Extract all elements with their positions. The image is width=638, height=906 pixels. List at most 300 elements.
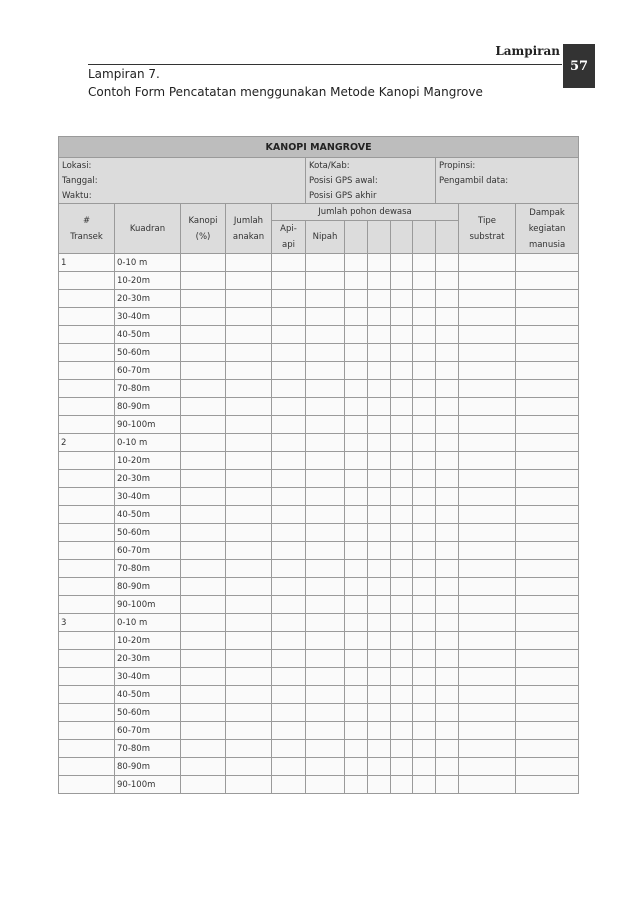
entry-cell[interactable]: [413, 290, 436, 308]
entry-cell[interactable]: [516, 290, 579, 308]
entry-cell[interactable]: [306, 506, 345, 524]
entry-cell[interactable]: [226, 326, 272, 344]
entry-cell[interactable]: [345, 488, 368, 506]
entry-cell[interactable]: [272, 326, 306, 344]
entry-cell[interactable]: [413, 272, 436, 290]
entry-cell[interactable]: [306, 524, 345, 542]
entry-cell[interactable]: [306, 344, 345, 362]
entry-cell[interactable]: [226, 578, 272, 596]
entry-cell[interactable]: [306, 272, 345, 290]
entry-cell[interactable]: [306, 632, 345, 650]
entry-cell[interactable]: [306, 398, 345, 416]
entry-cell[interactable]: [413, 380, 436, 398]
entry-cell[interactable]: [272, 488, 306, 506]
entry-cell[interactable]: [436, 470, 459, 488]
entry-cell[interactable]: [391, 596, 413, 614]
entry-cell[interactable]: [345, 542, 368, 560]
entry-cell[interactable]: [368, 758, 391, 776]
entry-cell[interactable]: [226, 452, 272, 470]
entry-cell[interactable]: [226, 290, 272, 308]
entry-cell[interactable]: [272, 668, 306, 686]
entry-cell[interactable]: [391, 704, 413, 722]
entry-cell[interactable]: [272, 398, 306, 416]
entry-cell[interactable]: [272, 704, 306, 722]
entry-cell[interactable]: [413, 722, 436, 740]
entry-cell[interactable]: [436, 416, 459, 434]
entry-cell[interactable]: [368, 488, 391, 506]
entry-cell[interactable]: [413, 362, 436, 380]
entry-cell[interactable]: [459, 632, 516, 650]
entry-cell[interactable]: [413, 632, 436, 650]
entry-cell[interactable]: [413, 740, 436, 758]
entry-cell[interactable]: [391, 668, 413, 686]
entry-cell[interactable]: [181, 722, 226, 740]
entry-cell[interactable]: [516, 362, 579, 380]
entry-cell[interactable]: [306, 326, 345, 344]
entry-cell[interactable]: [368, 344, 391, 362]
entry-cell[interactable]: [516, 272, 579, 290]
entry-cell[interactable]: [413, 434, 436, 452]
entry-cell[interactable]: [391, 380, 413, 398]
entry-cell[interactable]: [459, 398, 516, 416]
entry-cell[interactable]: [345, 632, 368, 650]
entry-cell[interactable]: [459, 668, 516, 686]
entry-cell[interactable]: [368, 470, 391, 488]
entry-cell[interactable]: [413, 686, 436, 704]
entry-cell[interactable]: [272, 614, 306, 632]
entry-cell[interactable]: [516, 776, 579, 794]
entry-cell[interactable]: [413, 614, 436, 632]
entry-cell[interactable]: [436, 758, 459, 776]
entry-cell[interactable]: [368, 380, 391, 398]
entry-cell[interactable]: [306, 596, 345, 614]
entry-cell[interactable]: [368, 326, 391, 344]
entry-cell[interactable]: [516, 542, 579, 560]
entry-cell[interactable]: [368, 542, 391, 560]
entry-cell[interactable]: [368, 614, 391, 632]
entry-cell[interactable]: [272, 308, 306, 326]
entry-cell[interactable]: [516, 650, 579, 668]
entry-cell[interactable]: [181, 650, 226, 668]
entry-cell[interactable]: [345, 344, 368, 362]
entry-cell[interactable]: [413, 560, 436, 578]
entry-cell[interactable]: [368, 650, 391, 668]
entry-cell[interactable]: [436, 668, 459, 686]
entry-cell[interactable]: [226, 614, 272, 632]
entry-cell[interactable]: [391, 308, 413, 326]
entry-cell[interactable]: [272, 758, 306, 776]
entry-cell[interactable]: [272, 740, 306, 758]
entry-cell[interactable]: [226, 380, 272, 398]
entry-cell[interactable]: [413, 650, 436, 668]
entry-cell[interactable]: [436, 704, 459, 722]
entry-cell[interactable]: [181, 560, 226, 578]
entry-cell[interactable]: [516, 398, 579, 416]
entry-cell[interactable]: [516, 326, 579, 344]
entry-cell[interactable]: [391, 254, 413, 272]
entry-cell[interactable]: [436, 722, 459, 740]
entry-cell[interactable]: [459, 416, 516, 434]
entry-cell[interactable]: [516, 488, 579, 506]
entry-cell[interactable]: [226, 596, 272, 614]
entry-cell[interactable]: [436, 254, 459, 272]
entry-cell[interactable]: [181, 632, 226, 650]
entry-cell[interactable]: [413, 488, 436, 506]
entry-cell[interactable]: [345, 596, 368, 614]
entry-cell[interactable]: [459, 722, 516, 740]
entry-cell[interactable]: [391, 416, 413, 434]
entry-cell[interactable]: [516, 704, 579, 722]
entry-cell[interactable]: [516, 614, 579, 632]
entry-cell[interactable]: [181, 542, 226, 560]
entry-cell[interactable]: [413, 596, 436, 614]
entry-cell[interactable]: [516, 758, 579, 776]
entry-cell[interactable]: [345, 524, 368, 542]
entry-cell[interactable]: [306, 308, 345, 326]
entry-cell[interactable]: [181, 686, 226, 704]
entry-cell[interactable]: [436, 398, 459, 416]
entry-cell[interactable]: [306, 722, 345, 740]
entry-cell[interactable]: [345, 470, 368, 488]
entry-cell[interactable]: [459, 308, 516, 326]
entry-cell[interactable]: [306, 686, 345, 704]
entry-cell[interactable]: [391, 632, 413, 650]
entry-cell[interactable]: [516, 344, 579, 362]
entry-cell[interactable]: [272, 452, 306, 470]
entry-cell[interactable]: [272, 254, 306, 272]
entry-cell[interactable]: [226, 704, 272, 722]
entry-cell[interactable]: [516, 380, 579, 398]
entry-cell[interactable]: [226, 560, 272, 578]
entry-cell[interactable]: [368, 524, 391, 542]
entry-cell[interactable]: [516, 470, 579, 488]
entry-cell[interactable]: [226, 524, 272, 542]
entry-cell[interactable]: [345, 650, 368, 668]
entry-cell[interactable]: [459, 758, 516, 776]
entry-cell[interactable]: [272, 596, 306, 614]
entry-cell[interactable]: [226, 686, 272, 704]
entry-cell[interactable]: [272, 524, 306, 542]
entry-cell[interactable]: [345, 380, 368, 398]
entry-cell[interactable]: [413, 470, 436, 488]
entry-cell[interactable]: [413, 524, 436, 542]
entry-cell[interactable]: [413, 398, 436, 416]
entry-cell[interactable]: [306, 416, 345, 434]
entry-cell[interactable]: [181, 290, 226, 308]
entry-cell[interactable]: [459, 776, 516, 794]
entry-cell[interactable]: [413, 668, 436, 686]
entry-cell[interactable]: [345, 758, 368, 776]
entry-cell[interactable]: [368, 668, 391, 686]
entry-cell[interactable]: [516, 434, 579, 452]
entry-cell[interactable]: [516, 686, 579, 704]
entry-cell[interactable]: [391, 686, 413, 704]
entry-cell[interactable]: [272, 686, 306, 704]
entry-cell[interactable]: [306, 614, 345, 632]
entry-cell[interactable]: [391, 776, 413, 794]
entry-cell[interactable]: [413, 326, 436, 344]
entry-cell[interactable]: [368, 578, 391, 596]
entry-cell[interactable]: [391, 650, 413, 668]
entry-cell[interactable]: [306, 434, 345, 452]
entry-cell[interactable]: [436, 452, 459, 470]
entry-cell[interactable]: [181, 506, 226, 524]
entry-cell[interactable]: [272, 650, 306, 668]
entry-cell[interactable]: [181, 614, 226, 632]
entry-cell[interactable]: [272, 380, 306, 398]
entry-cell[interactable]: [345, 362, 368, 380]
entry-cell[interactable]: [272, 290, 306, 308]
entry-cell[interactable]: [413, 344, 436, 362]
entry-cell[interactable]: [226, 758, 272, 776]
entry-cell[interactable]: [226, 542, 272, 560]
entry-cell[interactable]: [181, 758, 226, 776]
entry-cell[interactable]: [226, 398, 272, 416]
entry-cell[interactable]: [368, 686, 391, 704]
entry-cell[interactable]: [272, 776, 306, 794]
entry-cell[interactable]: [345, 272, 368, 290]
entry-cell[interactable]: [226, 668, 272, 686]
entry-cell[interactable]: [345, 614, 368, 632]
entry-cell[interactable]: [345, 686, 368, 704]
entry-cell[interactable]: [368, 434, 391, 452]
entry-cell[interactable]: [391, 434, 413, 452]
entry-cell[interactable]: [516, 560, 579, 578]
entry-cell[interactable]: [516, 452, 579, 470]
entry-cell[interactable]: [459, 362, 516, 380]
entry-cell[interactable]: [436, 308, 459, 326]
entry-cell[interactable]: [226, 308, 272, 326]
entry-cell[interactable]: [226, 470, 272, 488]
entry-cell[interactable]: [459, 650, 516, 668]
entry-cell[interactable]: [459, 560, 516, 578]
entry-cell[interactable]: [368, 290, 391, 308]
entry-cell[interactable]: [368, 308, 391, 326]
entry-cell[interactable]: [368, 506, 391, 524]
entry-cell[interactable]: [181, 596, 226, 614]
entry-cell[interactable]: [368, 704, 391, 722]
entry-cell[interactable]: [436, 326, 459, 344]
entry-cell[interactable]: [226, 488, 272, 506]
entry-cell[interactable]: [436, 542, 459, 560]
entry-cell[interactable]: [345, 560, 368, 578]
entry-cell[interactable]: [181, 416, 226, 434]
entry-cell[interactable]: [516, 668, 579, 686]
entry-cell[interactable]: [345, 254, 368, 272]
entry-cell[interactable]: [436, 578, 459, 596]
entry-cell[interactable]: [436, 344, 459, 362]
entry-cell[interactable]: [345, 290, 368, 308]
entry-cell[interactable]: [459, 434, 516, 452]
entry-cell[interactable]: [272, 362, 306, 380]
entry-cell[interactable]: [436, 524, 459, 542]
entry-cell[interactable]: [345, 326, 368, 344]
entry-cell[interactable]: [368, 596, 391, 614]
entry-cell[interactable]: [391, 740, 413, 758]
entry-cell[interactable]: [181, 740, 226, 758]
entry-cell[interactable]: [391, 272, 413, 290]
entry-cell[interactable]: [391, 290, 413, 308]
entry-cell[interactable]: [459, 452, 516, 470]
entry-cell[interactable]: [226, 506, 272, 524]
entry-cell[interactable]: [181, 362, 226, 380]
entry-cell[interactable]: [368, 632, 391, 650]
entry-cell[interactable]: [391, 578, 413, 596]
entry-cell[interactable]: [306, 542, 345, 560]
entry-cell[interactable]: [459, 524, 516, 542]
entry-cell[interactable]: [226, 632, 272, 650]
entry-cell[interactable]: [306, 290, 345, 308]
entry-cell[interactable]: [436, 434, 459, 452]
entry-cell[interactable]: [181, 776, 226, 794]
entry-cell[interactable]: [368, 254, 391, 272]
entry-cell[interactable]: [306, 380, 345, 398]
entry-cell[interactable]: [459, 740, 516, 758]
entry-cell[interactable]: [459, 272, 516, 290]
entry-cell[interactable]: [436, 650, 459, 668]
entry-cell[interactable]: [368, 416, 391, 434]
entry-cell[interactable]: [181, 470, 226, 488]
entry-cell[interactable]: [368, 398, 391, 416]
entry-cell[interactable]: [459, 326, 516, 344]
entry-cell[interactable]: [459, 542, 516, 560]
entry-cell[interactable]: [181, 308, 226, 326]
entry-cell[interactable]: [306, 668, 345, 686]
entry-cell[interactable]: [345, 668, 368, 686]
entry-cell[interactable]: [368, 272, 391, 290]
entry-cell[interactable]: [181, 398, 226, 416]
entry-cell[interactable]: [345, 578, 368, 596]
entry-cell[interactable]: [226, 776, 272, 794]
entry-cell[interactable]: [181, 434, 226, 452]
entry-cell[interactable]: [459, 596, 516, 614]
entry-cell[interactable]: [181, 272, 226, 290]
entry-cell[interactable]: [272, 434, 306, 452]
entry-cell[interactable]: [516, 632, 579, 650]
entry-cell[interactable]: [306, 704, 345, 722]
entry-cell[interactable]: [436, 596, 459, 614]
entry-cell[interactable]: [436, 272, 459, 290]
entry-cell[interactable]: [181, 524, 226, 542]
entry-cell[interactable]: [459, 704, 516, 722]
entry-cell[interactable]: [459, 290, 516, 308]
entry-cell[interactable]: [181, 452, 226, 470]
entry-cell[interactable]: [345, 740, 368, 758]
entry-cell[interactable]: [306, 362, 345, 380]
entry-cell[interactable]: [413, 308, 436, 326]
entry-cell[interactable]: [413, 506, 436, 524]
entry-cell[interactable]: [272, 578, 306, 596]
entry-cell[interactable]: [391, 614, 413, 632]
entry-cell[interactable]: [391, 542, 413, 560]
entry-cell[interactable]: [306, 488, 345, 506]
entry-cell[interactable]: [345, 398, 368, 416]
entry-cell[interactable]: [226, 272, 272, 290]
entry-cell[interactable]: [368, 776, 391, 794]
entry-cell[interactable]: [459, 488, 516, 506]
entry-cell[interactable]: [345, 434, 368, 452]
entry-cell[interactable]: [306, 560, 345, 578]
entry-cell[interactable]: [516, 722, 579, 740]
entry-cell[interactable]: [181, 380, 226, 398]
entry-cell[interactable]: [391, 758, 413, 776]
entry-cell[interactable]: [436, 560, 459, 578]
entry-cell[interactable]: [516, 254, 579, 272]
entry-cell[interactable]: [391, 524, 413, 542]
entry-cell[interactable]: [226, 740, 272, 758]
entry-cell[interactable]: [436, 290, 459, 308]
entry-cell[interactable]: [413, 758, 436, 776]
entry-cell[interactable]: [516, 524, 579, 542]
entry-cell[interactable]: [306, 578, 345, 596]
entry-cell[interactable]: [516, 578, 579, 596]
entry-cell[interactable]: [391, 398, 413, 416]
entry-cell[interactable]: [272, 470, 306, 488]
entry-cell[interactable]: [459, 614, 516, 632]
entry-cell[interactable]: [345, 506, 368, 524]
entry-cell[interactable]: [459, 254, 516, 272]
entry-cell[interactable]: [181, 668, 226, 686]
entry-cell[interactable]: [345, 722, 368, 740]
entry-cell[interactable]: [368, 452, 391, 470]
entry-cell[interactable]: [272, 560, 306, 578]
entry-cell[interactable]: [181, 488, 226, 506]
entry-cell[interactable]: [345, 776, 368, 794]
entry-cell[interactable]: [436, 740, 459, 758]
entry-cell[interactable]: [391, 488, 413, 506]
entry-cell[interactable]: [306, 452, 345, 470]
entry-cell[interactable]: [226, 434, 272, 452]
entry-cell[interactable]: [226, 416, 272, 434]
entry-cell[interactable]: [413, 254, 436, 272]
entry-cell[interactable]: [272, 416, 306, 434]
entry-cell[interactable]: [436, 362, 459, 380]
entry-cell[interactable]: [226, 344, 272, 362]
entry-cell[interactable]: [413, 416, 436, 434]
entry-cell[interactable]: [306, 758, 345, 776]
entry-cell[interactable]: [413, 578, 436, 596]
entry-cell[interactable]: [436, 506, 459, 524]
entry-cell[interactable]: [413, 704, 436, 722]
entry-cell[interactable]: [345, 416, 368, 434]
entry-cell[interactable]: [516, 506, 579, 524]
entry-cell[interactable]: [436, 614, 459, 632]
entry-cell[interactable]: [226, 362, 272, 380]
entry-cell[interactable]: [272, 272, 306, 290]
entry-cell[interactable]: [459, 344, 516, 362]
entry-cell[interactable]: [413, 776, 436, 794]
entry-cell[interactable]: [516, 596, 579, 614]
entry-cell[interactable]: [459, 578, 516, 596]
entry-cell[interactable]: [368, 560, 391, 578]
entry-cell[interactable]: [436, 380, 459, 398]
entry-cell[interactable]: [181, 326, 226, 344]
entry-cell[interactable]: [391, 722, 413, 740]
entry-cell[interactable]: [368, 362, 391, 380]
entry-cell[interactable]: [413, 542, 436, 560]
entry-cell[interactable]: [391, 326, 413, 344]
entry-cell[interactable]: [345, 308, 368, 326]
entry-cell[interactable]: [436, 488, 459, 506]
entry-cell[interactable]: [436, 686, 459, 704]
entry-cell[interactable]: [272, 542, 306, 560]
entry-cell[interactable]: [436, 776, 459, 794]
entry-cell[interactable]: [459, 686, 516, 704]
entry-cell[interactable]: [272, 722, 306, 740]
entry-cell[interactable]: [345, 704, 368, 722]
entry-cell[interactable]: [306, 740, 345, 758]
entry-cell[interactable]: [459, 470, 516, 488]
